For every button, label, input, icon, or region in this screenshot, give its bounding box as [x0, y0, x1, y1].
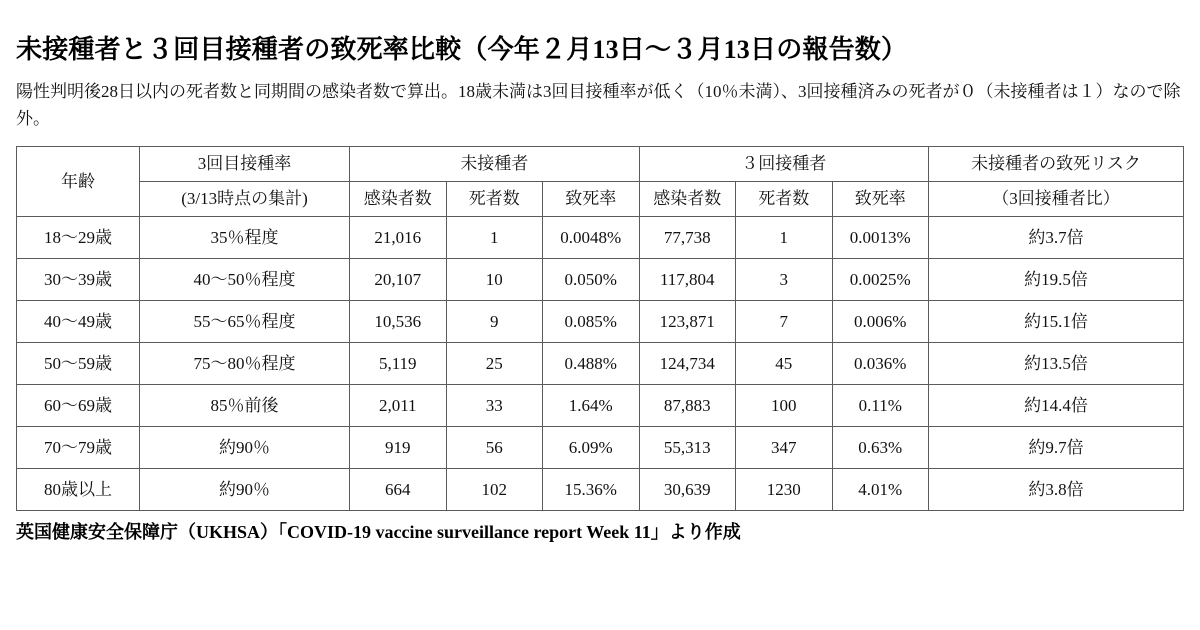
cell-triple-deaths: 7 — [736, 300, 833, 342]
cell-triple-cfr: 0.63% — [832, 426, 929, 468]
cell-unvax-cfr: 1.64% — [543, 384, 640, 426]
column-header-unvax-cfr: 致死率 — [543, 181, 640, 216]
cell-booster-rate: 約90％ — [140, 468, 350, 510]
column-header-unvax-cases: 感染者数 — [350, 181, 447, 216]
cell-unvax-cases: 664 — [350, 468, 447, 510]
cell-unvax-cases: 20,107 — [350, 258, 447, 300]
cell-age: 60〜69歳 — [17, 384, 140, 426]
table-row — [17, 258, 1184, 300]
cell-unvax-cfr: 15.36% — [543, 468, 640, 510]
cell-unvax-cfr: 0.085% — [543, 300, 640, 342]
cell-triple-cases: 117,804 — [639, 258, 736, 300]
table-row — [17, 342, 1184, 384]
table-row — [17, 426, 1184, 468]
cell-triple-deaths: 100 — [736, 384, 833, 426]
column-header-booster-rate-line2: (3/13時点の集計) — [140, 181, 350, 216]
column-header-booster-rate-line1: 3回目接種率 — [140, 146, 350, 181]
cell-triple-cfr: 0.0013% — [832, 216, 929, 258]
column-header-triple-cfr: 致死率 — [832, 181, 929, 216]
cell-age: 70〜79歳 — [17, 426, 140, 468]
cell-triple-deaths: 3 — [736, 258, 833, 300]
cell-risk-ratio: 約3.7倍 — [929, 216, 1184, 258]
cell-risk-ratio: 約9.7倍 — [929, 426, 1184, 468]
cell-triple-cases: 77,738 — [639, 216, 736, 258]
cell-triple-cfr: 0.006% — [832, 300, 929, 342]
cell-triple-deaths: 45 — [736, 342, 833, 384]
cell-risk-ratio: 約13.5倍 — [929, 342, 1184, 384]
cell-booster-rate: 55〜65％程度 — [140, 300, 350, 342]
cell-booster-rate: 約90％ — [140, 426, 350, 468]
cell-triple-cfr: 0.036% — [832, 342, 929, 384]
page-title: 未接種者と３回目接種者の致死率比較（今年２月13日〜３月13日の報告数） — [16, 35, 908, 64]
cell-unvax-deaths: 10 — [446, 258, 543, 300]
column-header-triple-deaths: 死者数 — [736, 181, 833, 216]
cell-risk-ratio: 約15.1倍 — [929, 300, 1184, 342]
cell-triple-cases: 124,734 — [639, 342, 736, 384]
cell-age: 80歳以上 — [17, 468, 140, 510]
column-header-triple-cases: 感染者数 — [639, 181, 736, 216]
cell-unvax-deaths: 9 — [446, 300, 543, 342]
cell-triple-cfr: 0.11% — [832, 384, 929, 426]
cell-unvax-cases: 919 — [350, 426, 447, 468]
cell-unvax-deaths: 33 — [446, 384, 543, 426]
cell-unvax-cases: 10,536 — [350, 300, 447, 342]
cell-unvax-deaths: 102 — [446, 468, 543, 510]
cell-unvax-cfr: 0.0048% — [543, 216, 640, 258]
cell-unvax-cases: 21,016 — [350, 216, 447, 258]
cell-triple-deaths: 347 — [736, 426, 833, 468]
cell-unvax-deaths: 56 — [446, 426, 543, 468]
cell-risk-ratio: 約3.8倍 — [929, 468, 1184, 510]
cell-booster-rate: 35％程度 — [140, 216, 350, 258]
table-row — [17, 300, 1184, 342]
source-note: 英国健康安全保障庁（UKHSA）「COVID-19 vaccine surveillance report Week 11」より作成 — [16, 521, 741, 542]
cell-age: 50〜59歳 — [17, 342, 140, 384]
column-header-risk-line2: （3回接種者比） — [929, 181, 1184, 216]
cell-triple-cases: 55,313 — [639, 426, 736, 468]
table-body — [17, 216, 1184, 510]
cell-age: 18〜29歳 — [17, 216, 140, 258]
cell-triple-cases: 30,639 — [639, 468, 736, 510]
cell-triple-cases: 123,871 — [639, 300, 736, 342]
cell-unvax-deaths: 25 — [446, 342, 543, 384]
cell-triple-deaths: 1230 — [736, 468, 833, 510]
cell-unvax-cases: 2,011 — [350, 384, 447, 426]
description-text: 陽性判明後28日以内の死者数と同期間の感染者数で算出。18歳未満は3回目接種率が低く（10％未満）、3回接種済みの死者が０（未接種者は１）なので除外。 — [16, 82, 1181, 128]
table-header — [17, 146, 1184, 216]
column-group-header-triple-vaccinated: ３回接種者 — [639, 146, 929, 181]
column-header-age: 年齢 — [17, 146, 140, 216]
column-header-unvax-deaths: 死者数 — [446, 181, 543, 216]
cell-triple-cases: 87,883 — [639, 384, 736, 426]
cell-triple-cfr: 4.01% — [832, 468, 929, 510]
column-group-header-unvaccinated: 未接種者 — [350, 146, 640, 181]
cell-triple-cfr: 0.0025% — [832, 258, 929, 300]
table-header-row-groups — [17, 146, 1184, 181]
cell-unvax-cfr: 6.09% — [543, 426, 640, 468]
table-row — [17, 216, 1184, 258]
comparison-table — [16, 146, 1184, 511]
cell-age: 30〜39歳 — [17, 258, 140, 300]
cell-age: 40〜49歳 — [17, 300, 140, 342]
cell-unvax-cfr: 0.488% — [543, 342, 640, 384]
cell-risk-ratio: 約14.4倍 — [929, 384, 1184, 426]
table-header-row-subs — [17, 181, 1184, 216]
table-row — [17, 468, 1184, 510]
cell-unvax-cases: 5,119 — [350, 342, 447, 384]
cell-booster-rate: 75〜80％程度 — [140, 342, 350, 384]
cell-booster-rate: 40〜50％程度 — [140, 258, 350, 300]
cell-risk-ratio: 約19.5倍 — [929, 258, 1184, 300]
cell-booster-rate: 85％前後 — [140, 384, 350, 426]
table-row — [17, 384, 1184, 426]
cell-triple-deaths: 1 — [736, 216, 833, 258]
cell-unvax-deaths: 1 — [446, 216, 543, 258]
column-header-risk-line1: 未接種者の致死リスク — [929, 146, 1184, 181]
cell-unvax-cfr: 0.050% — [543, 258, 640, 300]
